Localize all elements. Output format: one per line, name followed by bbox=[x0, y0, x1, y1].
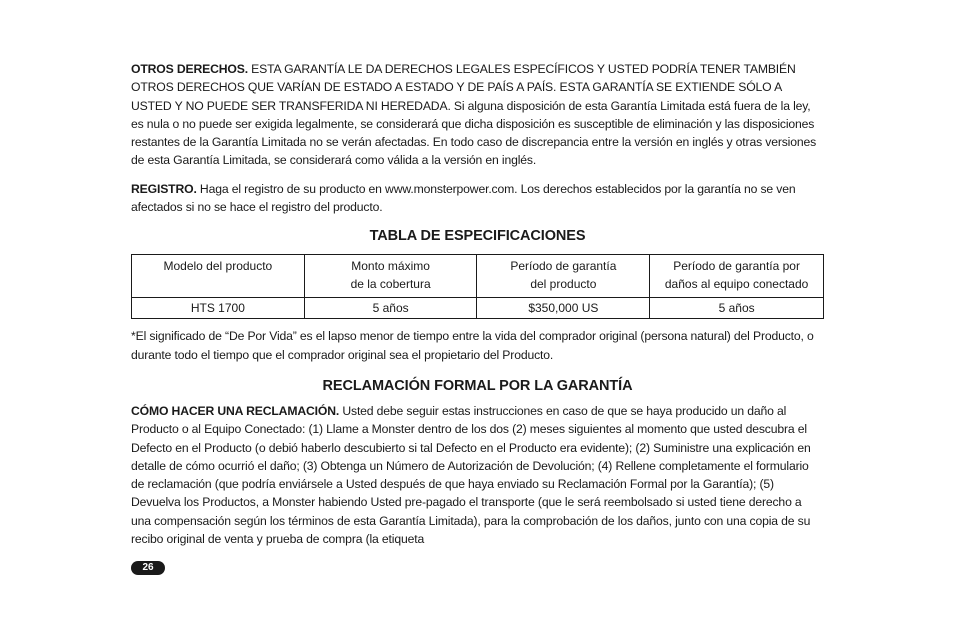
claim-section-title: RECLAMACIÓN FORMAL POR LA GARANTÍA bbox=[322, 377, 633, 394]
cell-equipment-warranty: 5 años bbox=[650, 298, 824, 319]
otros-derechos-text: ESTA GARANTÍA LE DA DERECHOS LEGALES ESPECÍFICOS Y USTED PODRÍA TENER TAMBIÉN OTROS DERECHOS QUE VARÍAN DE ESTADO A ESTADO Y DE PAÍS A PAÍS. ESTA GARANTÍA SE EXTIENDE SÓLO A USTED Y NO PUEDE SER TRANSFERIDA NI HEREDADA. Si alguna disposición de esta Garantía Limitada está fuera de la ley, es nula o no puede ser exigida legalmente, se considerará que dicha disposición es susceptible de eliminación y las disposiciones restantes de la Garantía Limitada no se verán afectadas. En todo caso de discrepancia entre la versión en inglés y otras versiones de esta Garantía Limitada, se considerará como válida a la versión en inglés. bbox=[131, 62, 817, 168]
otros-derechos-paragraph bbox=[131, 60, 824, 170]
registro-text: Haga el registro de su producto en www.monsterpower.com. Los derechos establecidos por la garantía no se ven afectados si no se hace el registro del producto. bbox=[131, 181, 796, 215]
header-cell-coverage: Monto máximo de la cobertura bbox=[304, 255, 477, 298]
cell-coverage-amount: 5 años bbox=[304, 298, 477, 319]
page-number-badge: 26 bbox=[131, 561, 165, 575]
spec-table-header-row bbox=[132, 255, 824, 298]
header-cell-equipment-warranty: Período de garantía por daños al equipo conectado bbox=[650, 255, 824, 298]
page-content bbox=[131, 60, 824, 548]
como-reclamar-label: CÓMO HACER UNA RECLAMACIÓN. bbox=[131, 403, 340, 418]
cell-model: HTS 1700 bbox=[132, 298, 305, 319]
header-cell-model: Modelo del producto bbox=[132, 255, 305, 298]
table-row bbox=[132, 298, 824, 319]
otros-derechos-label: OTROS DERECHOS. bbox=[131, 62, 248, 76]
cell-product-warranty: $350,000 US bbox=[477, 298, 650, 319]
header-cell-product-warranty: Período de garantía del producto bbox=[477, 255, 650, 298]
como-reclamar-paragraph bbox=[131, 402, 824, 548]
como-reclamar-text: Usted debe seguir estas instrucciones en caso de que se haya producido un daño al Producto o al Equipo Conectado: (1) Llame a Monster dentro de los dos (2) meses siguientes al momento que usted descubra el Defecto en el Producto (o debió haberlo descubierto si tal Defecto en el Producto era evidente); (2) Suministre una explicación en detalle de cómo ocurrió el daño; (3) Obtenga un Número de Autorización de Devolución; (4) Rellene completamente el formulario de reclamación (que podría enviársele a Usted después de que haya enviado su Reclamación Formal por la Garantía); (5) Devuelva los Productos, a Monster habiendo Usted pre-pagado el transporte (que le será reembolsado si usted tiene derecho a una compensación según los términos de esta Garantía Limitada), para la comprobación de los daños, junto con una copia de su recibo original de venta y prueba de compra (la etiqueta bbox=[131, 403, 811, 547]
spec-table bbox=[131, 254, 824, 319]
lifetime-note: *El significado de “De Por Vida” es el lapso menor de tiempo entre la vida del comprador original (persona natural) del Producto, o durante todo el tiempo que el comprador original sea el propietario del Producto. bbox=[131, 329, 814, 362]
spec-table-title: TABLA DE ESPECIFICACIONES bbox=[369, 228, 586, 245]
registro-paragraph bbox=[131, 180, 824, 217]
registro-label: REGISTRO. bbox=[131, 181, 197, 196]
